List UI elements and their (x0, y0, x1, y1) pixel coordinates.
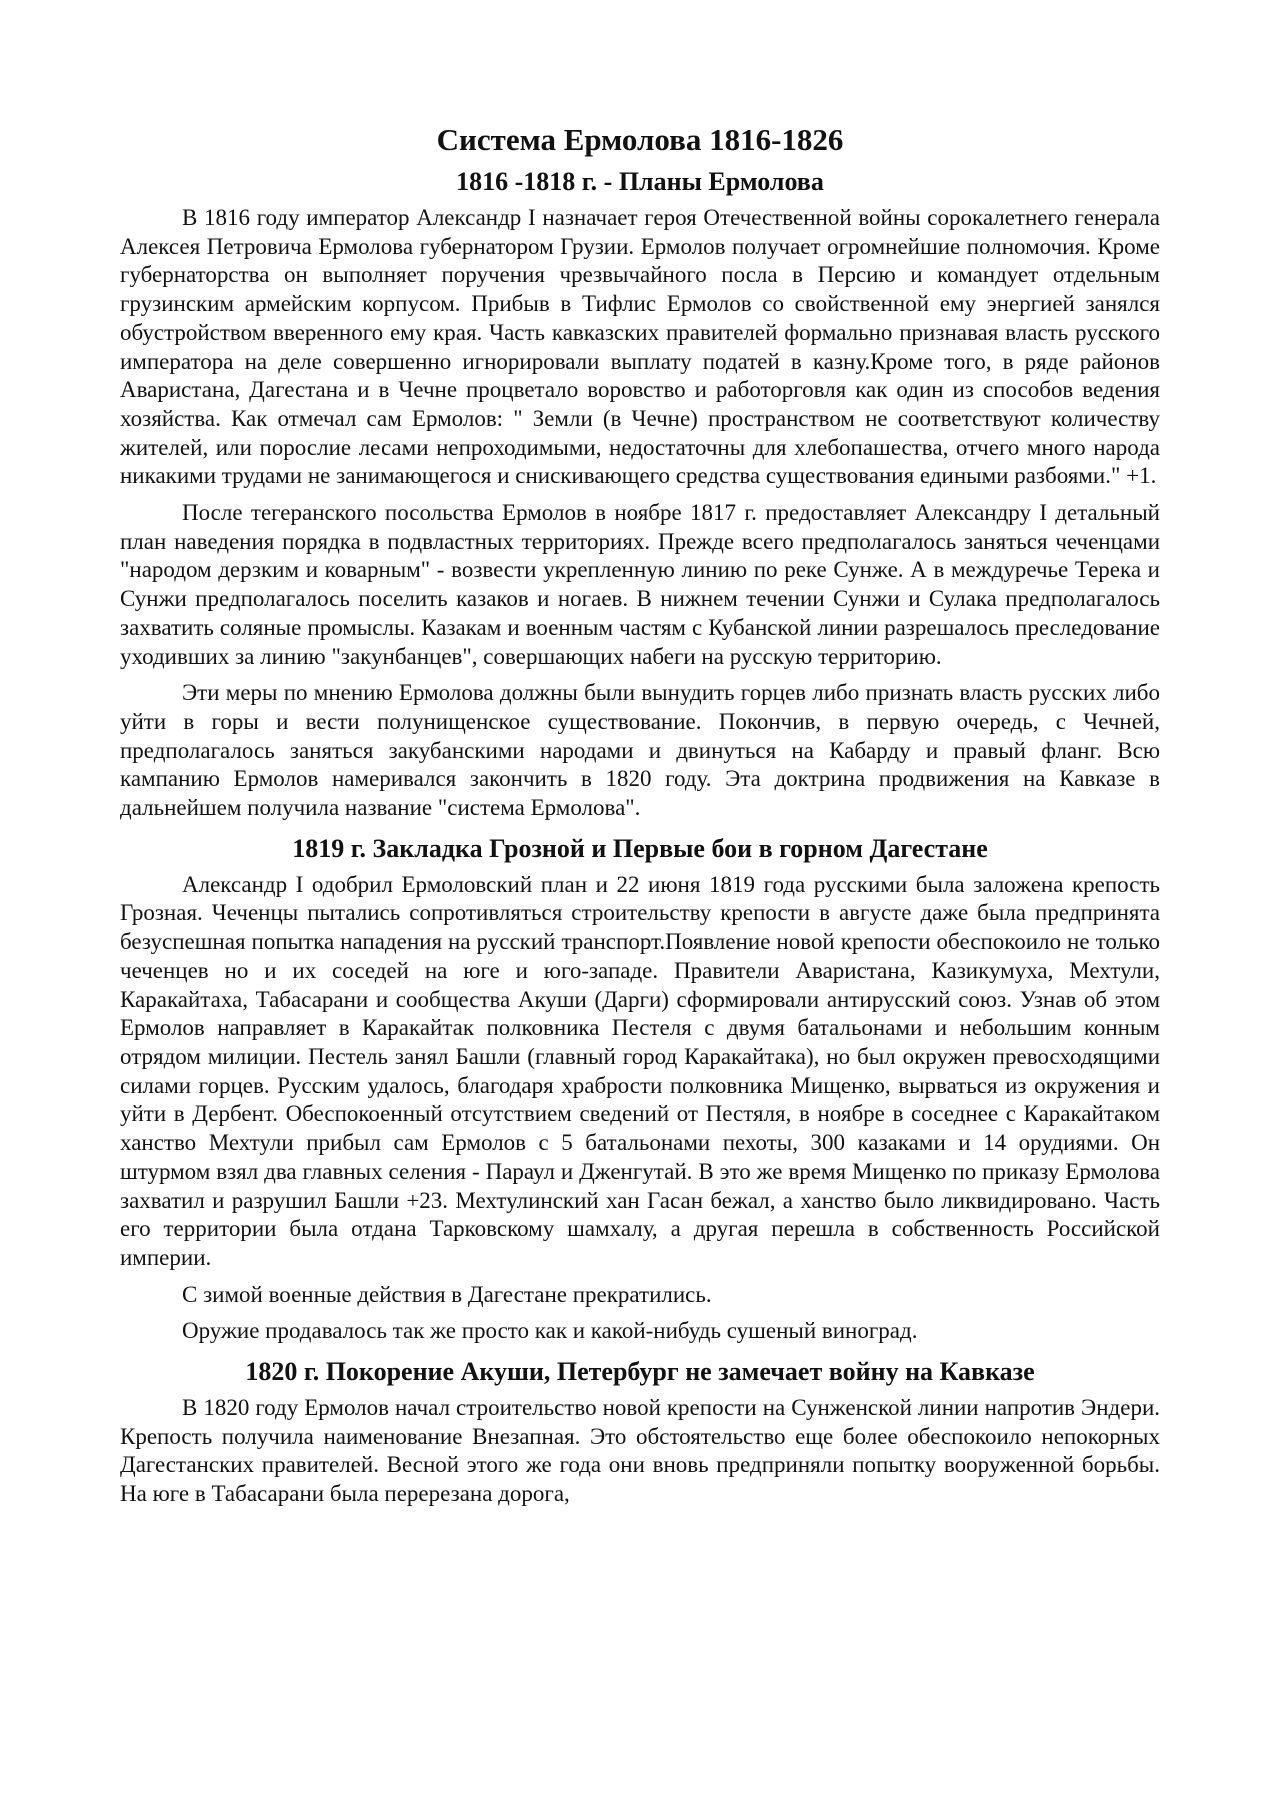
section-1819 (120, 831, 1160, 1346)
section-heading: 1819 г. Закладка Грозной и Первые бои в горном Дагестане (292, 833, 988, 863)
paragraph: В 1816 году император Александр I назначает героя Отечественной войны сорокалетнего генерала Алексея Петровича Ермолова губернатором Грузии. Ермолов получает огромнейшие полномочия. Кроме губернаторства он выполняет поручения чрезвычайного посла в Персию и командует отдельным грузинским армейским корпусом. Прибыв в Тифлис Ермолов со свойственной ему энергией занялся обустройством вверенного ему края. Часть кавказских правителей формально признавая власть русского императора на деле совершенно игнорировали выплату податей в казну.Кроме того, в ряде районов Аваристана, Дагестана и в Чечне процветало воровство и работорговля как один из способов ведения хозяйства. Как отмечал сам Ермолов: " Земли (в Чечне) пространством не соответствуют количеству жителей, или порослие лесами непроходимыми, недостаточны для хлебопашества, отчего много народа никакими трудами не занимающегося и снискивающего средства существования едиными разбоями." +1. (120, 205, 1160, 489)
paragraph: Оружие продавалось так же просто как и какой-нибудь сушеный виноград. (182, 1318, 918, 1344)
section-1816-1818 (120, 164, 1160, 823)
paragraph: Эти меры по мнению Ермолова должны были вынудить горцев либо признать власть русских либо уйти в горы и вести полунищенское существование. Покончив, в первую очередь, с Чечней, предполагалось заняться закубанскими народами и двинуться на Кабарду и правый фланг. Всю кампанию Ермолов намеривался закончить в 1820 году. Эта доктрина продвижения на Кавказе в дальнейшем получила название "система Ермолова". (120, 680, 1160, 821)
paragraph: В 1820 году Ермолов начал строительство новой крепости на Сунженской линии напротив Эндери. Крепость получила наименование Внезапная. Это обстоятельство еще более обеспокоило непокорных Дагестанских правителей. Весной этого же года они вновь предприняли попытку вооруженной борьбы. На юге в Табасарани была перерезана дорога, (120, 1395, 1160, 1507)
paragraph: С зимой военные действия в Дагестане прекратились. (182, 1281, 712, 1307)
section-heading: 1820 г. Покорение Акуши, Петербург не замечает войну на Кавказе (245, 1357, 1035, 1387)
paragraph: Александр I одобрил Ермоловский план и 22 июня 1819 года русскими была заложена крепость Грозная. Чеченцы пытались сопротивляться строительству крепости в августе даже была предпринята безуспешная попытка нападения на русский транспорт.Появление новой крепости обеспокоило не только чеченцев но и их соседей на юге и юго-западе. Правители Аваристана, Казикумуха, Мехтули, Каракайтаха, Табасарани и сообщества Акуши (Дарги) сформировали антирусский союз. Узнав об этом Ермолов направляет в Каракайтак полковника Пестеля с двумя батальонами и небольшим конным отрядом милиции. Пестель занял Башли (главный город Каракайтака), но был окружен превосходящими силами горцев. Русским удалось, благодаря храбрости полковника Мищенко, вырваться из окружения и уйти в Дербент. Обеспокоенный отсутствием сведений от Пестяля, в ноябре в соседнее с Каракайтаком ханство Мехтули прибыл сам Ермолов с 5 батальонами пехоты, 300 казаками и 14 орудиями. Он штурмом взял два главных селения - Параул и Дженгутай. В это же время Мищенко по приказу Ермолова захватил и разрушил Башли +23. Мехтулинский хан Гасан бежал, а ханство было ликвидировано. Часть его территории была отдана Тарковскому шамхалу, а другая перешла в собственность Российской империи. (120, 871, 1160, 1270)
document-title: Система Ермолова 1816-1826 (436, 122, 844, 157)
document-page (120, 120, 1160, 1517)
paragraph: После тегеранского посольства Ермолов в ноябре 1817 г. предоставляет Александру I детальный план наведения порядка в подвластных территориях. Прежде всего предполагалось заняться чеченцами "народом дерзким и коварным" - возвести укрепленную линию по реке Сунже. А в междуречье Терека и Сунжи предполагалось поселить казаков и ногаев. В нижнем течении Сунжи и Сулака предполагалось захватить соляные промыслы. Казакам и военным частям с Кубанской линии разрешалось преследование уходивших за линию "закунбанцев", совершающих набеги на русскую территорию. (120, 500, 1160, 669)
section-heading: 1816 -1818 г. - Планы Ермолова (456, 167, 824, 196)
section-1820 (120, 1354, 1160, 1509)
